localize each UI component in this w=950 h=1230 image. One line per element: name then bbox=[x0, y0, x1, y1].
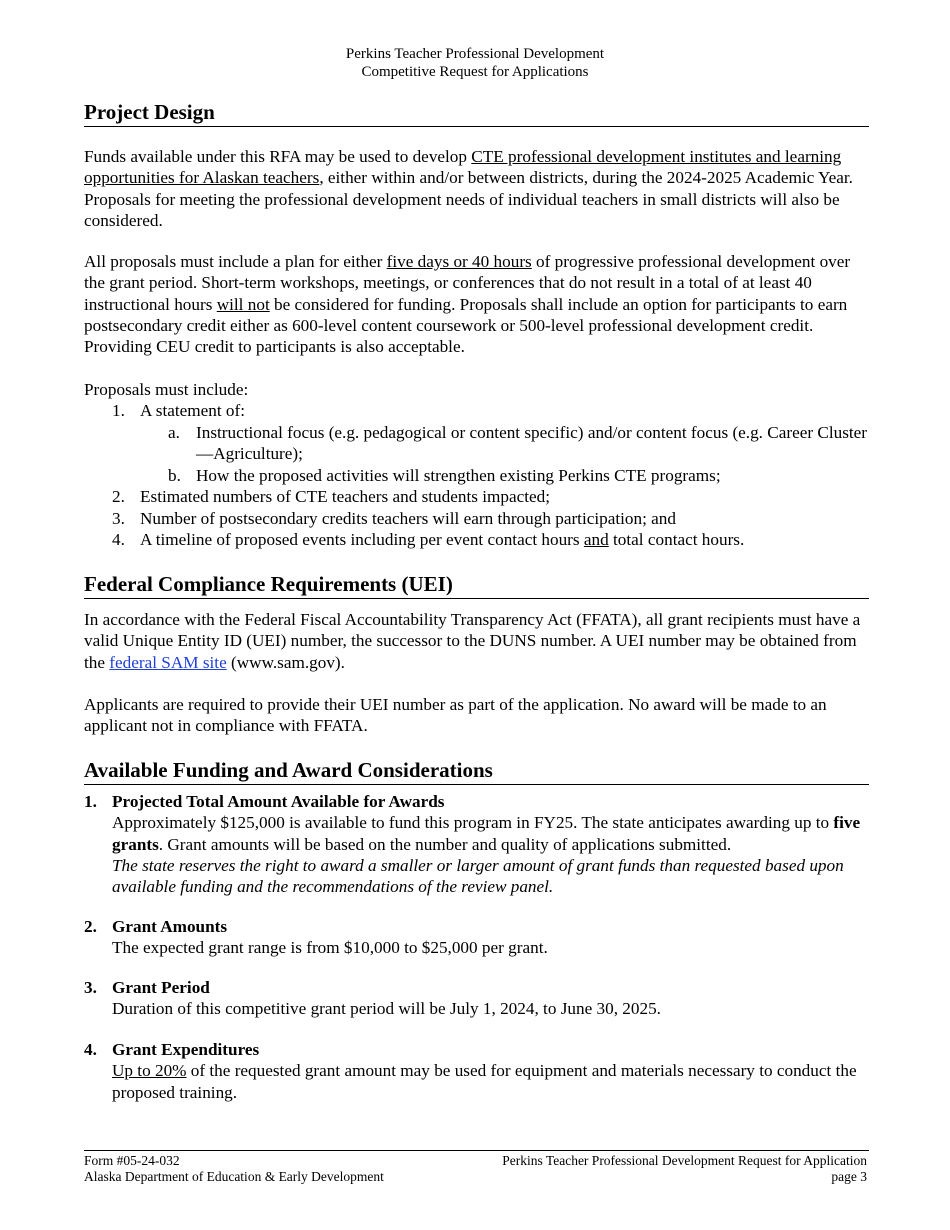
header-line-2: Competitive Request for Applications bbox=[361, 64, 589, 80]
text-run: Funds available under this RFA may be used to develop bbox=[84, 147, 472, 166]
list-item: Estimated numbers of CTE teachers and students impacted; bbox=[140, 487, 550, 506]
funding-item-heading: Projected Total Amount Available for Awards bbox=[112, 792, 445, 811]
funding-item bbox=[112, 791, 869, 897]
paragraph-ffata bbox=[84, 609, 869, 673]
paragraph-funds bbox=[84, 146, 869, 231]
footer-left bbox=[84, 1153, 384, 1185]
section-heading-available-funding: Available Funding and Award Considerations bbox=[84, 758, 869, 785]
text-run: of the requested grant amount may be used for equipment and materials necessary to conduct the proposed training. bbox=[112, 1061, 857, 1102]
list-item: A statement of: bbox=[140, 401, 246, 420]
text-run: , either within and/or between districts, during the 2024-2025 Academic Year. Proposals for meeting the professional development needs of individual teachers in small districts will also be considered. bbox=[84, 168, 853, 230]
funding-item bbox=[112, 916, 869, 959]
footer-divider bbox=[84, 1150, 869, 1151]
list-number: 1. bbox=[112, 401, 125, 420]
text-run: In accordance with the Federal Fiscal Accountability Transparency Act (FFATA), all grant recipients must have a valid Unique Entity ID (UEI) number, the successor to the DUNS number. A UEI number may be obtained from the bbox=[84, 610, 861, 672]
sam-site-link[interactable]: federal SAM site bbox=[109, 652, 227, 672]
list-number: 2. bbox=[112, 487, 125, 506]
funding-item-note: The state reserves the right to award a smaller or larger amount of grant funds than requested based upon available funding and the recommendations of the review panel. bbox=[112, 855, 844, 897]
funding-item-heading: Grant Expenditures bbox=[112, 1040, 260, 1059]
text-run: . Grant amounts will be based on the number and quality of applications submitted. bbox=[158, 834, 732, 854]
funding-item-heading: Grant Amounts bbox=[112, 917, 228, 936]
funding-item bbox=[112, 977, 869, 1020]
funding-item-number: 3. bbox=[84, 978, 97, 997]
funding-item bbox=[112, 1039, 869, 1103]
running-header bbox=[0, 45, 950, 81]
footer-right bbox=[400, 1153, 867, 1185]
underlined-phrase: CTE professional development institutes and learning opportunities for Alaskan teachers bbox=[84, 147, 842, 188]
footer-page-number: page 3 bbox=[831, 1169, 867, 1184]
header-line-1: Perkins Teacher Professional Development bbox=[345, 46, 605, 62]
footer-document-title: Perkins Teacher Professional Development Request for Application bbox=[502, 1153, 867, 1168]
text-run: be considered for funding. Proposals shall include an option for participants to earn postsecondary credit either as 600-level content coursework or 500-level professional development credit. Providing CEU credit to participants is also acceptable. bbox=[84, 294, 848, 357]
text-run: A timeline of proposed events including per event contact hours bbox=[140, 530, 584, 549]
sublist-item: How the proposed activities will strengthen existing Perkins CTE programs; bbox=[196, 466, 721, 485]
text-run: total contact hours. bbox=[608, 530, 745, 549]
funding-item-text bbox=[112, 1060, 869, 1103]
funding-item-number: 4. bbox=[84, 1040, 97, 1059]
list-item: Number of postsecondary credits teachers will earn through participation; and bbox=[140, 509, 676, 528]
funding-item-text: The expected grant range is from $10,000 to $25,000 per grant. bbox=[112, 938, 548, 958]
sublist-letter: b. bbox=[168, 466, 181, 485]
footer-department: Alaska Department of Education & Early Development bbox=[84, 1169, 384, 1184]
text-run: (www.sam.gov). bbox=[226, 652, 345, 672]
list-number: 4. bbox=[112, 530, 125, 549]
bold-phrase: five grants bbox=[112, 813, 861, 854]
list-item bbox=[140, 529, 869, 550]
list-number: 3. bbox=[112, 509, 125, 528]
funding-item-heading: Grant Period bbox=[112, 978, 210, 997]
underlined-phrase: will not bbox=[216, 294, 270, 314]
section-heading-federal-compliance: Federal Compliance Requirements (UEI) bbox=[84, 572, 869, 599]
funding-item-text bbox=[112, 812, 869, 855]
funding-item-number: 1. bbox=[84, 792, 97, 811]
text-run: Approximately $125,000 is available to fund this program in FY25. The state anticipates awarding up to bbox=[112, 813, 834, 833]
sublist-letter: a. bbox=[168, 423, 180, 442]
paragraph-proposals bbox=[84, 251, 869, 357]
sublist-item: Instructional focus (e.g. pedagogical or content specific) and/or content focus (e.g. Career Cluster—Agriculture); bbox=[196, 423, 868, 464]
text-run: All proposals must include a plan for either bbox=[84, 252, 387, 271]
footer-form-number: Form #05-24-032 bbox=[84, 1153, 180, 1168]
paragraph-uei-required: Applicants are required to provide their UEI number as part of the application. No award will be made to an applicant not in compliance with FFATA. bbox=[84, 695, 827, 736]
underlined-phrase: five days or 40 hours bbox=[386, 252, 532, 271]
underlined-phrase: Up to 20% bbox=[112, 1061, 187, 1081]
section-heading-project-design: Project Design bbox=[84, 100, 869, 127]
underlined-phrase: and bbox=[583, 530, 609, 549]
text-run: of progressive professional development over the grant period. Short-term workshops, meetings, or conferences that do not result in a total of at least 40 instructional hours bbox=[84, 252, 851, 314]
funding-item-text: Duration of this competitive grant period will be July 1, 2024, to June 30, 2025. bbox=[112, 999, 661, 1019]
list-intro: Proposals must include: bbox=[84, 380, 249, 399]
funding-item-number: 2. bbox=[84, 917, 97, 936]
